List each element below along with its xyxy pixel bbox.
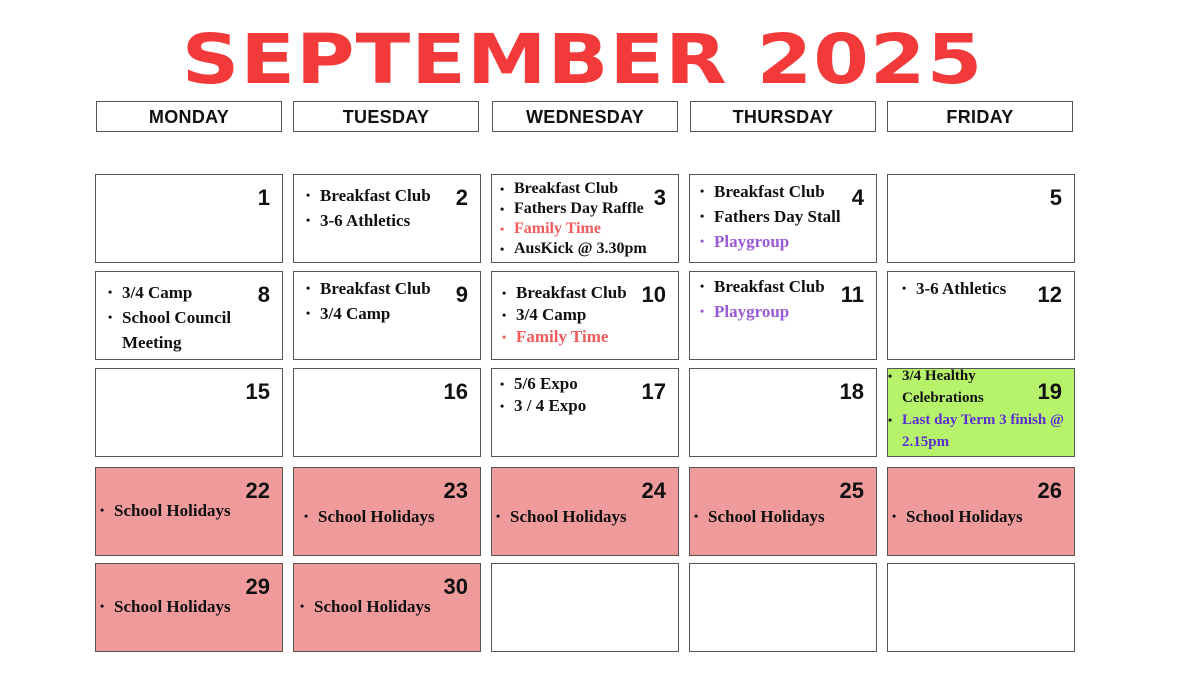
event-list [100, 594, 242, 619]
day-number: 26 [1037, 478, 1062, 503]
day-number: 2 [455, 185, 468, 210]
day-number: 16 [443, 379, 468, 404]
day-cell-30[interactable] [293, 563, 481, 652]
event-item: • School Holidays [100, 594, 242, 619]
event-item: • 5/6 Expo [500, 373, 638, 395]
event-item: • AusKick @ 3.30pm [500, 239, 650, 259]
day-number: 8 [257, 282, 270, 307]
day-number: 5 [1049, 185, 1062, 210]
event-item: • 3/4 Camp [502, 304, 638, 326]
empty-cell [689, 563, 877, 652]
day-number: 25 [839, 478, 864, 503]
header-friday: FRIDAY [887, 101, 1073, 132]
event-item: • Playgroup [700, 299, 840, 324]
day-cell-19[interactable] [887, 368, 1075, 457]
day-cell-1[interactable] [95, 174, 283, 263]
header-wednesday: WEDNESDAY [492, 101, 678, 132]
event-item: • School Holidays [694, 504, 836, 529]
event-item: • 3/4 Camp [306, 301, 440, 326]
header-thursday: THURSDAY [690, 101, 876, 132]
event-item: • Family Time [502, 326, 638, 348]
day-cell-17[interactable] [491, 368, 679, 457]
event-list [500, 179, 650, 259]
day-cell-18[interactable] [689, 368, 877, 457]
day-cell-11[interactable] [689, 271, 877, 360]
day-number: 19 [1037, 379, 1062, 404]
event-list [902, 276, 1034, 301]
event-item: • School Holidays [892, 504, 1034, 529]
day-cell-8[interactable] [95, 271, 283, 360]
event-item: • 3-6 Athletics [902, 276, 1034, 301]
event-list [502, 282, 638, 348]
day-number: 11 [840, 282, 864, 307]
day-cell-3[interactable] [491, 174, 679, 263]
event-item: • School Holidays [100, 498, 242, 523]
day-number: 23 [443, 478, 468, 503]
day-cell-9[interactable] [293, 271, 481, 360]
header-monday: MONDAY [96, 101, 282, 132]
day-number: 22 [245, 478, 270, 503]
day-number: 15 [245, 379, 270, 404]
day-cell-15[interactable] [95, 368, 283, 457]
event-item: • Fathers Day Stall [700, 204, 866, 229]
event-item: • Breakfast Club [700, 179, 866, 204]
event-list [700, 179, 866, 254]
event-item: • Playgroup [700, 229, 866, 254]
event-list [700, 274, 840, 324]
event-list [892, 504, 1034, 529]
event-list [694, 504, 836, 529]
day-cell-22[interactable] [95, 467, 283, 556]
day-cell-24[interactable] [491, 467, 679, 556]
day-number: 17 [641, 379, 666, 404]
event-list [300, 594, 440, 619]
day-cell-25[interactable] [689, 467, 877, 556]
event-list [888, 368, 1072, 453]
day-number: 4 [851, 185, 864, 210]
day-cell-4[interactable] [689, 174, 877, 263]
day-cell-5[interactable] [887, 174, 1075, 263]
event-item: • 3-6 Athletics [306, 208, 440, 233]
event-item: • School Holidays [300, 594, 440, 619]
day-number: 12 [1037, 282, 1062, 307]
day-number: 18 [839, 379, 864, 404]
event-item: • 3/4 Healthy Celebrations [888, 368, 1036, 409]
event-list [100, 498, 242, 523]
header-tuesday: TUESDAY [293, 101, 479, 132]
day-number: 10 [641, 282, 666, 307]
day-number: 1 [257, 185, 270, 210]
empty-cell [491, 563, 679, 652]
day-cell-16[interactable] [293, 368, 481, 457]
empty-cell [887, 563, 1075, 652]
day-number: 3 [653, 185, 666, 210]
day-cell-10[interactable] [491, 271, 679, 360]
event-list [108, 280, 252, 355]
event-item: • School Holidays [496, 504, 638, 529]
day-number: 24 [641, 478, 666, 503]
day-cell-26[interactable] [887, 467, 1075, 556]
event-item: • Last day Term 3 finish @ 2.15pm [888, 409, 1072, 453]
day-number: 29 [245, 574, 270, 599]
day-cell-12[interactable] [887, 271, 1075, 360]
event-item: • Family Time [500, 219, 650, 239]
event-list [500, 373, 638, 417]
event-list [496, 504, 638, 529]
event-list [306, 276, 440, 326]
event-item: • Fathers Day Raffle [500, 199, 650, 219]
day-number: 30 [443, 574, 468, 599]
event-item: • 3 / 4 Expo [500, 395, 638, 417]
event-item: • School Holidays [304, 504, 440, 529]
calendar-title: SEPTEMBER 2025 [181, 19, 984, 100]
event-item: • Breakfast Club [502, 282, 638, 304]
event-item: • 3/4 Camp [108, 280, 252, 305]
event-list [304, 504, 440, 529]
day-cell-29[interactable] [95, 563, 283, 652]
day-cell-23[interactable] [293, 467, 481, 556]
event-item: • Breakfast Club [306, 183, 440, 208]
event-item: • Breakfast Club [500, 179, 650, 199]
day-number: 9 [455, 282, 468, 307]
event-item: • Breakfast Club [700, 274, 840, 299]
event-item: • School Council Meeting [108, 305, 252, 355]
day-cell-2[interactable] [293, 174, 481, 263]
event-list [306, 183, 440, 233]
event-item: • Breakfast Club [306, 276, 440, 301]
